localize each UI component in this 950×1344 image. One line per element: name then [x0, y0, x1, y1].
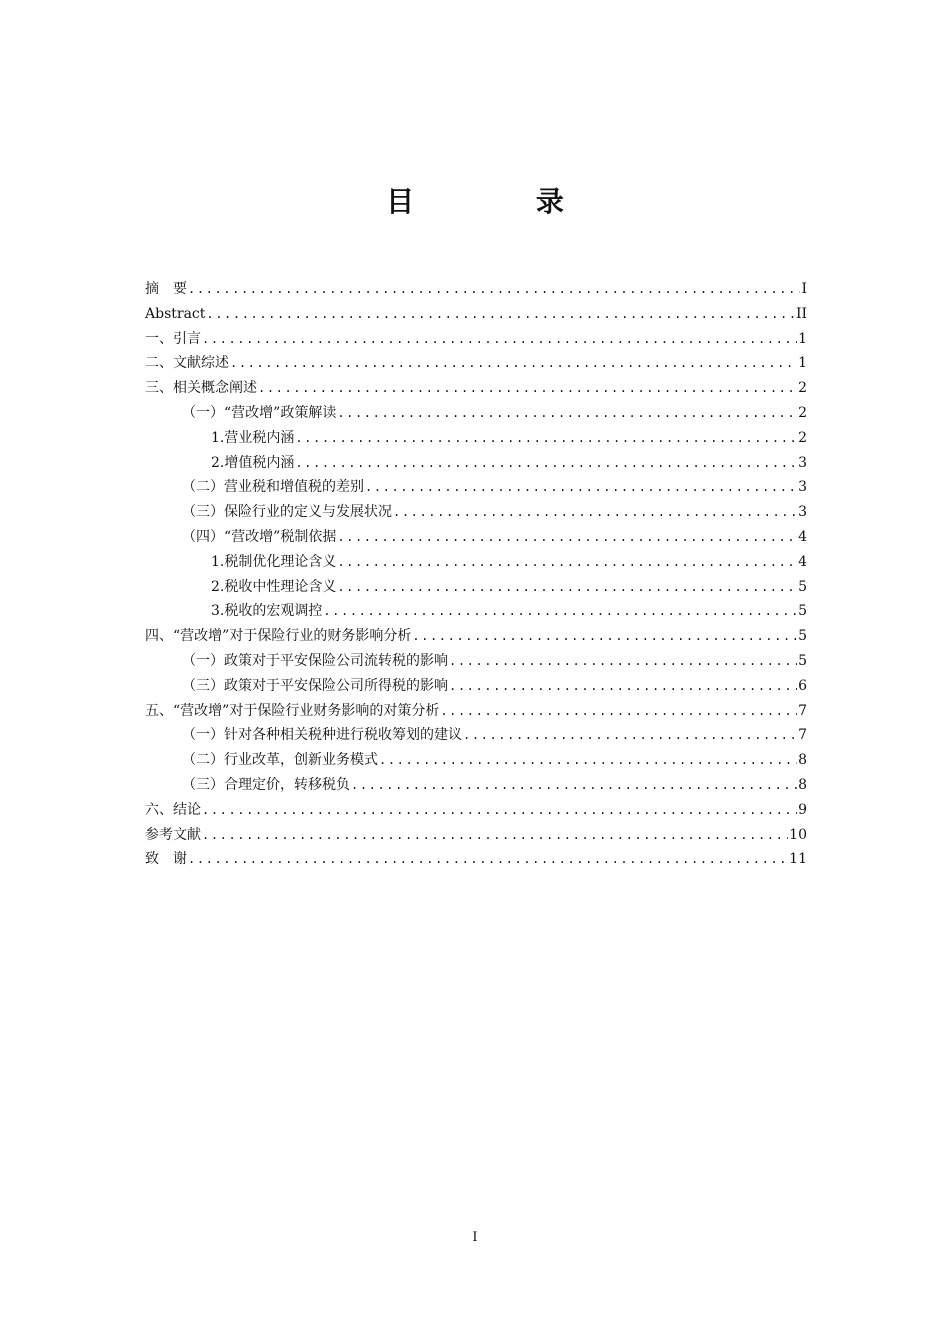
page-title: 目 录: [386, 185, 620, 218]
toc-entry-label: 五、“营改增”对于保险行业财务影响的对策分析: [145, 702, 440, 719]
toc-entry[interactable]: [145, 277, 807, 302]
toc-leader-dots: [337, 550, 797, 575]
toc-entry[interactable]: [145, 401, 807, 426]
toc-leader-dots: [258, 376, 797, 401]
toc-entry-page: 8: [798, 752, 807, 769]
toc-entry[interactable]: [145, 351, 807, 376]
toc-entry[interactable]: [145, 699, 807, 724]
toc-leader-dots: [206, 302, 795, 327]
toc-entry[interactable]: [145, 550, 807, 575]
toc-entry[interactable]: [145, 649, 807, 674]
toc-entry[interactable]: [145, 451, 807, 476]
toc-entry-label: （三）政策对于平安保险公司所得税的影响: [182, 677, 448, 694]
toc-entry-label: 摘 要: [145, 281, 187, 297]
toc-leader-dots: [323, 599, 797, 624]
toc-leader-dots: [351, 773, 797, 798]
toc-entry[interactable]: [145, 773, 807, 798]
footer-page-number: I: [472, 1230, 478, 1245]
toc-entry[interactable]: [145, 327, 807, 352]
toc-entry-label: （三）保险行业的定义与发展状况: [182, 504, 392, 521]
toc-entry-page: 9: [798, 801, 807, 818]
toc-entry-label: 三、相关概念阐述: [145, 380, 257, 397]
toc-entry[interactable]: [145, 500, 807, 525]
toc-entry-page: 2: [798, 429, 807, 446]
toc-entry[interactable]: [145, 302, 807, 327]
toc-entry[interactable]: [145, 475, 807, 500]
toc-leader-dots: [449, 649, 797, 674]
toc-entry-page: 4: [798, 528, 807, 545]
toc-entry-page: 4: [798, 553, 807, 570]
toc-entry-page: 8: [798, 776, 807, 793]
toc-entry[interactable]: [145, 376, 807, 401]
toc-leader-dots: [188, 847, 788, 872]
toc-entry-label: 一、引言: [145, 330, 201, 347]
toc-entry-page: 6: [798, 677, 807, 694]
toc-leader-dots: [412, 624, 797, 649]
toc-entry-page: 7: [798, 727, 807, 744]
toc-leader-dots: [393, 500, 797, 525]
toc-entry-label: （四）“营改增”税制依据: [182, 528, 337, 545]
toc-entry[interactable]: [145, 674, 807, 699]
toc-entry-page: 1: [798, 355, 807, 372]
toc-entry-page: 11: [789, 851, 807, 868]
toc-entry[interactable]: [145, 847, 807, 872]
toc-leader-dots: [337, 401, 797, 426]
toc-leader-dots: [295, 426, 797, 451]
toc-entry-page: 10: [789, 826, 807, 843]
toc-entry-label: 二、文献综述: [145, 355, 229, 372]
toc-entry-label: 六、结论: [145, 801, 201, 818]
toc-entry-label: （三）合理定价，转移税负: [182, 776, 350, 793]
toc-entry[interactable]: [145, 798, 807, 823]
toc-entry[interactable]: [145, 426, 807, 451]
toc-entry-label: 致 谢: [145, 851, 187, 868]
toc-entry-label: Abstract: [145, 305, 206, 322]
toc-entry[interactable]: [145, 624, 807, 649]
toc-entry-label: （二）行业改革，创新业务模式: [182, 752, 378, 769]
toc-entry[interactable]: [145, 575, 807, 600]
toc-leader-dots: [188, 277, 800, 302]
toc-leader-dots: [463, 723, 797, 748]
toc-entry-page: 5: [798, 603, 807, 620]
toc-entry-label: 1.税制优化理论含义: [211, 553, 337, 570]
toc-leader-dots: [379, 748, 797, 773]
toc-entry-page: II: [795, 305, 807, 322]
toc-entry-label: （一）针对各种相关税种进行税收筹划的建议: [182, 727, 462, 744]
toc-entry[interactable]: [145, 525, 807, 550]
toc-entry-label: 2.增值税内涵: [211, 454, 295, 471]
toc-entry-page: 3: [798, 454, 807, 471]
toc-leader-dots: [202, 823, 788, 848]
toc-leader-dots: [449, 674, 797, 699]
toc-entry-page: 2: [798, 404, 807, 421]
toc-entry-label: 四、“营改增”对于保险行业的财务影响分析: [145, 628, 412, 645]
toc-entry-page: 5: [798, 578, 807, 595]
toc-entry[interactable]: [145, 723, 807, 748]
toc-entry-label: （一）政策对于平安保险公司流转税的影响: [182, 652, 448, 669]
toc-entry-label: 参考文献: [145, 826, 201, 843]
toc-leader-dots: [365, 475, 797, 500]
toc-entry-page: 7: [798, 702, 807, 719]
toc-leader-dots: [440, 699, 797, 724]
toc-entry-page: 5: [798, 652, 807, 669]
toc-leader-dots: [337, 575, 797, 600]
toc-entry-page: 3: [798, 504, 807, 521]
toc-entry[interactable]: [145, 748, 807, 773]
table-of-contents: [145, 277, 807, 872]
toc-leader-dots: [230, 351, 797, 376]
toc-entry-page: 1: [798, 330, 807, 347]
toc-entry[interactable]: [145, 599, 807, 624]
toc-leader-dots: [202, 327, 797, 352]
toc-entry-label: （一）“营改增”政策解读: [182, 404, 337, 421]
toc-entry-page: 2: [798, 380, 807, 397]
toc-entry-page: I: [801, 281, 807, 297]
toc-entry-label: 3.税收的宏观调控: [211, 603, 323, 620]
toc-entry-label: 1.营业税内涵: [211, 429, 295, 446]
toc-entry[interactable]: [145, 823, 807, 848]
toc-entry-label: 2.税收中性理论含义: [211, 578, 337, 595]
toc-leader-dots: [337, 525, 797, 550]
toc-entry-page: 3: [798, 479, 807, 496]
toc-entry-label: （二）营业税和增值税的差别: [182, 479, 364, 496]
toc-leader-dots: [295, 451, 797, 476]
toc-entry-page: 5: [798, 628, 807, 645]
toc-leader-dots: [202, 798, 797, 823]
